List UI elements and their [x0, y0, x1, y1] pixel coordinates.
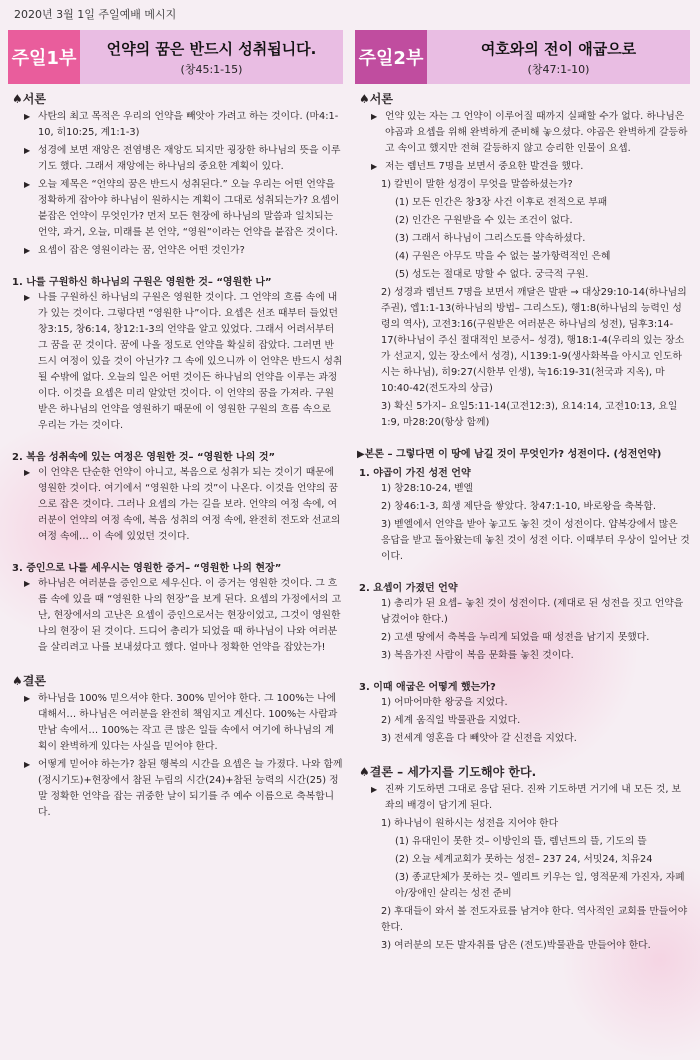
list-item: 2) 세계 움직일 박물관을 지었다. — [381, 715, 521, 726]
list-item: ▶ 성경에 보면 재앙은 전염병은 재앙도 되지만 굉장한 하나님의 뜻을 이루기도 했다. 그래서 재앙에는 하나님의 중요한 계획이 있다. — [8, 143, 343, 175]
left-header — [8, 30, 343, 84]
list-item: ▶ 하나님은 여러분을 증인으로 세우신다. 이 증거는 영원한 것이다. 그 흐름 속에 있을 때 “영원한 나의 현장”을 보게 된다. 요셉의 가정에서의 고난, 현장에서의 고난은 요셉이 증인으로서는 현장이었고, 그것이 영원한 나의 현장이 된 것이다. 드디어 총리가 되었을 때 하나님이 나와 여러분을 살리려고 나를 보내셨다고 했다. 얼마나 정확한 언약을 잡았는가! — [8, 576, 343, 656]
sermon-title: 여호와의 전이 애굽으로 — [480, 39, 637, 58]
point-list — [8, 576, 343, 656]
list-item: 1) 어마어마한 왕궁을 지었다. — [381, 697, 508, 708]
list-item: 2) 고센 땅에서 축복을 누리게 되었을 때 성전을 남기지 못했다. — [381, 632, 650, 643]
intro-list — [355, 109, 690, 175]
right-header — [355, 30, 690, 84]
point-heading: 3. 증인으로 나를 세우시는 영원한 증거– “영원한 나의 현장” — [12, 563, 282, 574]
main-body-line: ▶본론 – 그렇다면 이 땅에 남길 것이 무엇인가? 성전이다. (성전언약) — [357, 449, 662, 460]
intro-heading: ♠서론 — [359, 92, 393, 106]
list-item: 1) 하나님이 원하시는 성전을 지어야 한다 — [381, 818, 559, 829]
list-item: ▶ 진짜 기도하면 그대로 응답 된다. 진짜 기도하면 거기에 내 모든 것, 보좌의 배경이 담기게 된다. — [355, 782, 690, 814]
sermon-title-box — [427, 30, 690, 84]
top-line: 2020년 3월 1일 주일예배 메시지 — [14, 8, 177, 21]
list-item: (3) 종교단체가 못하는 것– 엘리트 키우는 일, 영적문제 가진자, 자폐아/장애인 살리는 성전 준비 — [395, 872, 685, 899]
list-item: (2) 인간은 구원받을 수 있는 조건이 없다. — [395, 215, 573, 226]
conclusion-list — [8, 691, 343, 821]
point-list — [8, 465, 343, 545]
point-list — [8, 290, 343, 434]
list-item: ▶ 사탄의 최고 목적은 우리의 언약을 빼앗아 가려고 하는 것이다. (마4:1-10, 히10:25, 계1:1-3) — [8, 109, 343, 141]
list-item: ▶ 오늘 제목은 “언약의 꿈은 반드시 성취된다.” 오늘 우리는 어떤 언약을 정확하게 잡아야 하나님이 원하시는 계획이 그대로 성취되는가? 요셉이 붙잡은 언약이 무엇인가? 먼저 모든 현장에 하나님의 말씀과 일치되는 언약, 과거, 오늘, 미래를 본 언약, “영원”이라는 언약을 붙잡은 것이다. — [8, 177, 343, 241]
point-heading: 2. 복음 성취속에 있는 여정은 영원한 것– “영원한 나의 것” — [12, 452, 276, 463]
point-heading: 1. 야곱이 가진 성전 언약 — [359, 468, 471, 479]
list-item: 3) 복음가진 사람이 복음 문화를 놓친 것이다. — [381, 650, 574, 661]
list-item: ▶ 어떻게 믿어야 하는가? 참된 행복의 시간을 요셉은 늘 가졌다. 나와 함께(정시기도)+현장에서 참된 누림의 시간(24)+참된 능력의 시간(25) 정말 정확한 언약을 잡는 귀중한 날이 되기를 주 예수 이름으로 축복합니다. — [8, 757, 343, 821]
list-item: (1) 유대인이 못한 것– 이방인의 뜰, 렘넌트의 뜰, 기도의 뜰 — [395, 836, 647, 847]
service-label: 주일1부 — [8, 30, 80, 84]
list-item: 3) 전세계 영혼을 다 빼앗아 갈 신전을 지었다. — [381, 733, 577, 744]
conclusion-heading: ♠결론 – 세가지를 기도해야 한다. — [359, 765, 537, 779]
list-item: 3) 여러분의 모든 발자취를 담은 (전도)박물관을 만들어야 한다. — [381, 940, 651, 951]
list-item: (1) 모든 인간은 창3장 사건 이후로 전적으로 부패 — [395, 197, 608, 208]
sermon-reference: (창45:1-15) — [180, 62, 243, 76]
list-item: (2) 오늘 세계교회가 못하는 성전– 237 24, 서밋24, 치유24 — [395, 854, 653, 865]
list-item: (5) 성도는 절대로 망할 수 없다. 궁극적 구원. — [395, 269, 589, 280]
list-item: 1) 칼빈이 말한 성경이 무엇을 말씀하셨는가? — [381, 179, 573, 190]
list-item: ▶ 나를 구원하신 하나님의 구원은 영원한 것이다. 그 언약의 흐름 속에 내가 있는 것이다. 그렇다면 “영원한 나”이다. 요셉은 선조 때부터 들었던 창3:15, 창6:14, 창12:1-3의 언약을 알고 있었다. 그래서 어려서부터 그 꿈을 꾼 것이다. 꿈에 나올 정도로 언약을 확실히 잡았다. 그러면 반드시 여정이 있을 것이 아닌가? 그 속에 있으니까 이 언약은 반드시 성취될 수밖에 없다. 오늘의 일은 어떤 것이든 하나님의 언약을 이루는 과정이다. 이것을 요셉은 미리 알았던 것이다. 이 언약의 꿈을 가져라. 구원받은 하나님의 언약을 영원하기 때문에 이 영원한 구원의 흐름 속으로 우리는 가는 것이다. — [8, 290, 343, 434]
conclusion-heading: ♠결론 — [12, 674, 46, 688]
point-list — [355, 695, 690, 747]
point-list — [355, 481, 690, 565]
list-item: (3) 그래서 하나님이 그리스도를 약속하셨다. — [395, 233, 586, 244]
list-item: ▶ 요셉이 잡은 영원이라는 꿈, 언약은 어떤 것인가? — [8, 243, 343, 259]
point-heading: 1. 나를 구원하신 하나님의 구원은 영원한 것– “영원한 나” — [12, 277, 272, 288]
list-item: 1) 창28:10-24, 벧엘 — [381, 483, 474, 494]
point-heading: 3. 이때 애굽은 어떻게 했는가? — [359, 682, 496, 693]
right-column — [355, 30, 690, 956]
list-item: ▶ 이 언약은 단순한 언약이 아니고, 복음으로 성취가 되는 것이기 때문에 영원한 것이다. 여기에서 “영원한 나의 것”이 나온다. 이것을 언약의 꿈으로 잡은 것이다. 그러나 요셉의 가는 길을 보라. 언약의 여정 속에, 여러분이 언약의 여정 속에, 복음 성취의 여정 속에, 완전히 전도와 선교의 여정 속에… 이 속에 있었던 것이다. — [8, 465, 343, 545]
intro-list — [8, 109, 343, 259]
service-label: 주일2부 — [355, 30, 427, 84]
point-heading: 2. 요셉이 가졌던 언약 — [359, 583, 458, 594]
intro-sub-list — [355, 177, 690, 431]
list-item: 3) 벧엘에서 언약을 받아 놓고도 놓친 것이 성전이다. 얍복강에서 많은 응답을 받고 돌아왔는데 놓친 것이 성전 이다. 이때부터 우상이 일어난 것이다. — [381, 519, 690, 562]
intro-heading: ♠서론 — [12, 92, 46, 106]
list-item: 2) 성경과 렘넌트 7명을 보면서 깨달은 발판 → 대상29:10-14(하나님의 주권), 엡1:1-13(하나님의 방법– 그리스도), 행1:8(하나님의 능력인 성령의 역사), 고전3:16(구원받은 여러분은 하나님의 성전), 딤후3:14-17(하나님이 주신 절대적인 보증서– 성경), 행18:1-4(우리의 있는 장소가 선교지, 있는 장소에서 성경), 시139:1-9(생사화복을 아시고 인도하시는 하나님), 히9:27(시한부 인생), 눅16:19-31(천국과 지옥), 마10:40-42(전도자의 상급) — [381, 287, 687, 394]
sermon-title: 언약의 꿈은 반드시 성취됩니다. — [106, 39, 317, 58]
list-item: 3) 확신 5가지– 요일5:11-14(고전12:3), 요14:14, 고전10:13, 요일1:9, 마28:20(항상 함께) — [381, 401, 678, 428]
list-item: ▶ 저는 렘넌트 7명을 보면서 중요한 발견을 했다. — [355, 159, 690, 175]
list-item: ▶ 하나님을 100% 믿으셔야 한다. 300% 믿어야 한다. 그 100%는 나에 대해서… 하나님은 여러분을 완전히 책임지고 계신다. 100%는 사람과 만남 속에서… 100%는 작고 큰 많은 일들 속에서 여기에 하나님의 계획이 완벽하게 있다는 사실을 믿어야 한다. — [8, 691, 343, 755]
list-item: 2) 후대들이 와서 볼 전도자료를 남겨야 한다. 역사적인 교회를 만들어야 한다. — [381, 906, 688, 933]
sermon-reference: (창47:1-10) — [527, 62, 590, 76]
list-item: (4) 구원은 아무도 막을 수 없는 불가항력적인 은혜 — [395, 251, 611, 262]
list-item: 1) 총리가 된 요셉– 놓친 것이 성전이다. (제대로 된 성전을 짓고 언약을 남겼어야 한다.) — [381, 598, 684, 625]
sermon-title-box — [80, 30, 343, 84]
list-item: ▶ 언약 있는 자는 그 언약이 이루어질 때까지 실패할 수가 없다. 하나님은 야곱과 요셉을 위해 완벽하게 준비해 놓으셨다. 야곱은 완벽하게 갈등하고 속이고 했지만 전혀 갈등하지 않고 승리한 인물이 요셉. — [355, 109, 690, 157]
left-column — [8, 30, 343, 823]
point-list — [355, 596, 690, 664]
conclusion-list — [355, 782, 690, 954]
list-item: 2) 창46:1-3, 희생 제단을 쌓았다. 창47:1-10, 바로왕을 축복함. — [381, 501, 656, 512]
